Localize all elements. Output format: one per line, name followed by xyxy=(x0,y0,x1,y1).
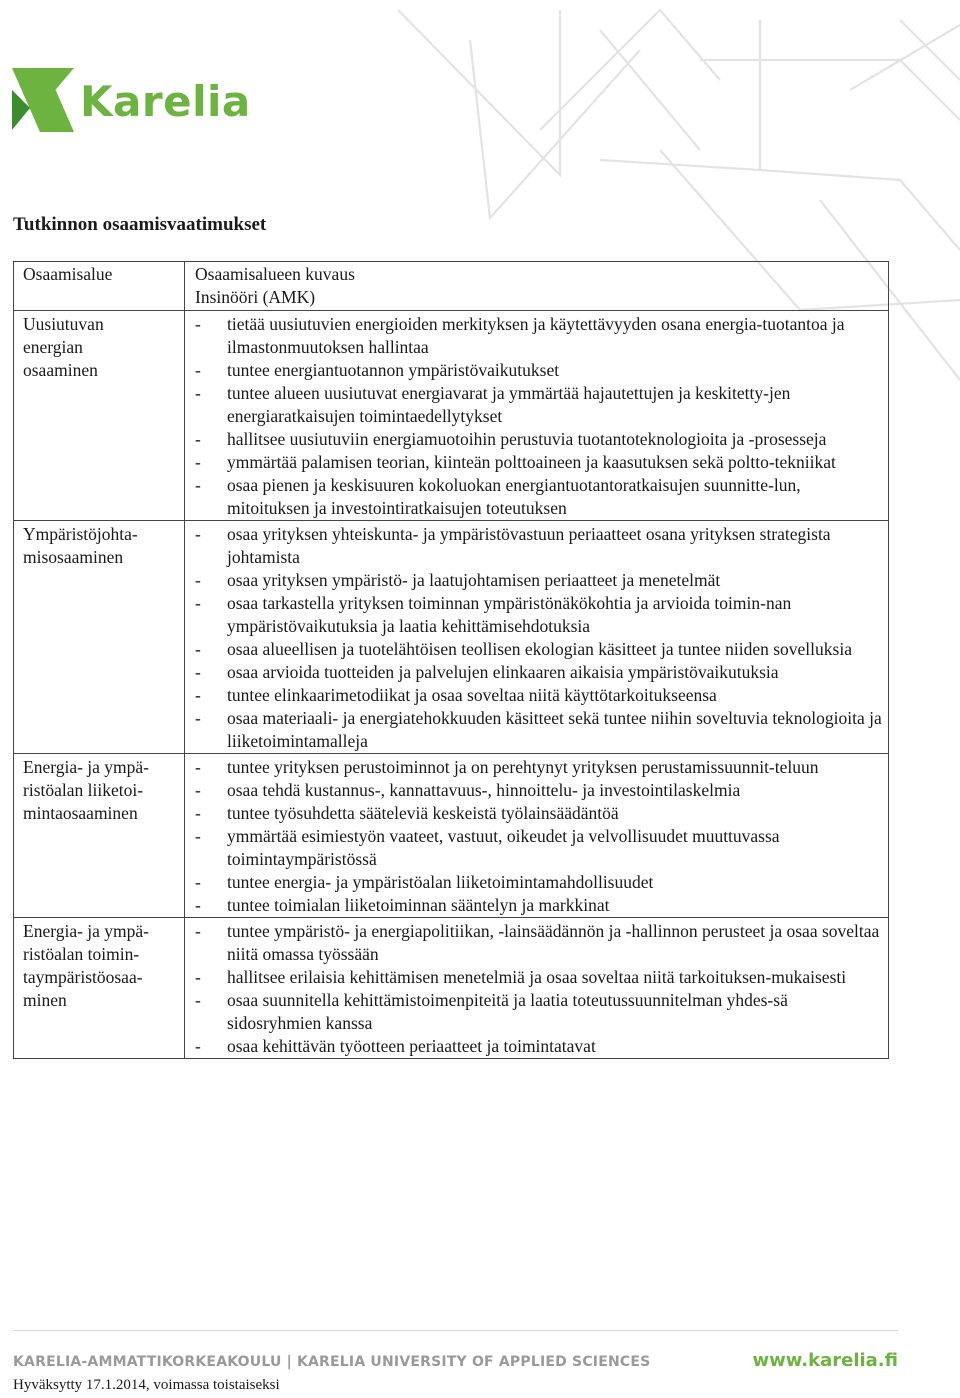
requirement-item: - osaa materiaali- ja energiatehokkuuden käsitteet sekä tuntee niihin soveltuvia teknologioita ja liiketoimintamalleja xyxy=(195,707,882,753)
header-area: Osaamisalue xyxy=(14,262,185,311)
header-description xyxy=(185,262,889,311)
requirement-item: - osaa tarkastella yrityksen toiminnan ympäristönäkökohtia ja arvioida toimin-nan ympäristövaikutuksia ja laatia kehittämisehdotuksia xyxy=(195,592,882,638)
requirement-list xyxy=(195,756,882,917)
document-title: Tutkinnon osaamisvaatimukset xyxy=(13,214,267,235)
area-cell xyxy=(14,311,185,521)
requirement-item: - tuntee yrityksen perustoiminnot ja on perehtynyt yrityksen perustamissuunnit-teluun xyxy=(195,756,882,779)
competence-table xyxy=(13,261,889,1059)
description-cell xyxy=(185,754,889,918)
requirement-item: - osaa suunnitella kehittämistoimenpiteitä ja laatia toteutussuunnitelman yhdes-sä sidosryhmien kanssa xyxy=(195,989,882,1035)
description-cell xyxy=(185,521,889,754)
area-cell xyxy=(14,918,185,1059)
requirement-item: - ymmärtää esimiestyön vaateet, vastuut, oikeudet ja velvollisuudet muuttuvassa toimintaympäristössä xyxy=(195,825,882,871)
area-name-line: ristöalan toimin- xyxy=(23,944,140,964)
footer-organization: KARELIA-AMMATTIKORKEAKOULU | KARELIA UNIVERSITY OF APPLIED SCIENCES xyxy=(13,1354,651,1370)
area-name-line: energian xyxy=(23,337,83,357)
area-name-line: ristöalan liiketoi- xyxy=(23,780,144,800)
requirement-item: - tuntee alueen uusiutuvat energiavarat ja ymmärtää hajautettujen ja keskitetty-jen energiaratkaisujen toimintaedellytykset xyxy=(195,382,882,428)
area-name-line: Uusiutuvan xyxy=(23,314,104,334)
area-name-line: Energia- ja ympä- xyxy=(23,757,150,777)
requirement-item: - hallitsee uusiutuviin energiamuotoihin perustuvia tuotantoteknologioita ja -prosesseja xyxy=(195,428,882,451)
requirement-item: - osaa yrityksen yhteiskunta- ja ympäristövastuun periaatteet osana yrityksen strategista johtamista xyxy=(195,523,882,569)
area-cell xyxy=(14,521,185,754)
footer-url: www.karelia.fi xyxy=(752,1350,898,1371)
area-name-line: mintaosaaminen xyxy=(23,803,138,823)
requirement-item: - tuntee energia- ja ympäristöalan liiketoimintamahdollisuudet xyxy=(195,871,882,894)
requirement-list xyxy=(195,313,882,520)
table-row xyxy=(14,311,889,521)
area-cell xyxy=(14,754,185,918)
requirement-item: - osaa tehdä kustannus-, kannattavuus-, hinnoittelu- ja investointilaskelmia xyxy=(195,779,882,802)
requirement-item: - tuntee työsuhdetta sääteleviä keskeistä työlainsäädäntöä xyxy=(195,802,882,825)
area-name-line: taympäristöosaa- xyxy=(23,967,143,987)
karelia-k-icon xyxy=(12,68,74,132)
requirement-item: - tietää uusiutuvien energioiden merkityksen ja käytettävyyden osana energia-tuotantoa ja ilmastonmuutoksen hallintaa xyxy=(195,313,882,359)
area-name-line: minen xyxy=(23,990,67,1010)
requirement-item: - hallitsee erilaisia kehittämisen menetelmiä ja osaa soveltaa niitä tarkoituksen-mukaisesti xyxy=(195,966,882,989)
requirement-item: - tuntee toimialan liiketoiminnan sääntelyn ja markkinat xyxy=(195,894,882,917)
area-name-line: Energia- ja ympä- xyxy=(23,921,150,941)
requirement-item: - tuntee elinkaarimetodiikat ja osaa soveltaa niitä käyttötarkoitukseensa xyxy=(195,684,882,707)
table-body xyxy=(14,311,889,1059)
requirement-list xyxy=(195,920,882,1058)
approval-date: Hyväksytty 17.1.2014, voimassa toistaiseksi xyxy=(13,1377,280,1393)
requirement-item: - osaa pienen ja keskisuuren kokoluokan energiantuotantoratkaisujen suunnitte-lun, mitoituksen ja investointiratkaisujen toteutuksen xyxy=(195,474,882,520)
description-cell xyxy=(185,918,889,1059)
requirement-item: - tuntee ympäristö- ja energiapolitiikan, -lainsäädännön ja -hallinnon perusteet ja osaa soveltaa niitä omassa työssään xyxy=(195,920,882,966)
area-name-line: Ympäristöjohta- xyxy=(23,524,138,544)
description-cell xyxy=(185,311,889,521)
requirement-list xyxy=(195,523,882,753)
area-name-line: misosaaminen xyxy=(23,547,124,567)
requirement-item: - osaa arvioida tuotteiden ja palvelujen elinkaaren aikaisia ympäristövaikutuksia xyxy=(195,661,882,684)
footer-divider xyxy=(13,1330,898,1331)
header-degree: Insinööri (AMK) xyxy=(195,287,316,307)
header-description-title: Osaamisalueen kuvaus xyxy=(195,264,355,284)
requirement-item: - osaa kehittävän työotteen periaatteet ja toimintatavat xyxy=(195,1035,882,1058)
area-name-line: osaaminen xyxy=(23,360,98,380)
requirement-item: - ymmärtää palamisen teorian, kiinteän polttoaineen ja kaasutuksen sekä poltto-tekniikat xyxy=(195,451,882,474)
table-header-row xyxy=(14,262,889,311)
requirement-item: - osaa alueellisen ja tuotelähtöisen teollisen ekologian käsitteet ja tuntee niiden sovelluksia xyxy=(195,638,882,661)
requirement-item: - osaa yrityksen ympäristö- ja laatujohtamisen periaatteet ja menetelmät xyxy=(195,569,882,592)
karelia-logo xyxy=(12,68,251,132)
table-row xyxy=(14,521,889,754)
requirement-item: - tuntee energiantuotannon ympäristövaikutukset xyxy=(195,359,882,382)
table-row xyxy=(14,918,889,1059)
logo-wordmark: Karelia xyxy=(80,76,251,126)
table-row xyxy=(14,754,889,918)
